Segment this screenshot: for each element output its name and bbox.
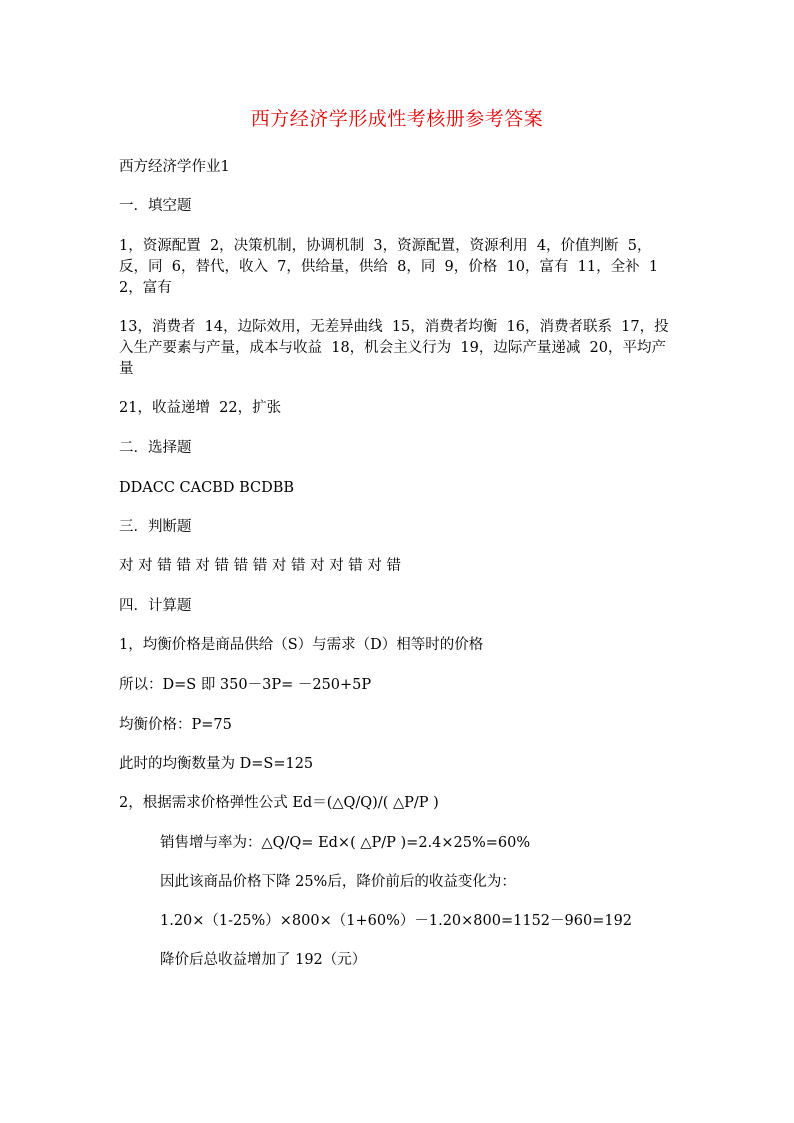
document-title: 西方经济学形成性考核册参考答案 [250,108,544,130]
multiple-choice-answers: DDACC CACBD BCDBB [119,480,295,496]
section-heading-multiple-choice: 二．选择题 [119,440,192,456]
section-heading-calculation: 四．计算题 [119,598,192,614]
calc-q2-line5: 降价后总收益增加了 192（元） [160,952,367,968]
calc-q1-line4: 此时的均衡数量为 D=S=125 [119,756,314,772]
true-false-answers: 对 对 错 错 对 错 错 错 对 错 对 对 错 对 错 [119,558,402,574]
calc-q1-line1: 1，均衡价格是商品供给（S）与需求（D）相等时的价格 [119,637,484,653]
fill-in-answers-2: 13，消费者 14，边际效用，无差异曲线 15，消费者均衡 16，消费者联系 17，投入生产要素与产量，成本与收益 18，机会主义行为 19，边际产量递减 20，平均产量 [119,319,669,377]
fill-in-answers-1: 1，资源配置 2，决策机制，协调机制 3，资源配置，资源利用 4，价值判断 5，反，同 6，替代，收入 7，供给量，供给 8，同 9，价格 10，富有 11，全补 12，富有 [119,238,659,296]
fill-in-answers-3: 21，收益递增 22，扩张 [119,400,282,416]
calc-q2-line2: 销售增与率为：△Q/Q= Ed×( △P/P )=2.4×25%=60% [160,835,531,851]
section-heading-fill-in: 一．填空题 [119,198,192,214]
assignment-subtitle: 西方经济学作业1 [119,159,230,175]
calc-q2-line3: 因此该商品价格下降 25%后，降价前后的收益变化为： [160,874,516,890]
section-heading-true-false: 三．判断题 [119,519,192,535]
calc-q2-line4: 1.20×（1-25%）×800×（1+60%）－1.20×800=1152－960=192 [160,913,633,929]
calc-q2-line1: 2，根据需求价格弹性公式 Ed＝(△Q/Q)/( △P/P ) [119,795,439,811]
calc-q1-line2: 所以：D=S 即 350－3P= －250+5P [119,677,372,693]
calc-q1-line3: 均衡价格：P=75 [119,717,232,733]
